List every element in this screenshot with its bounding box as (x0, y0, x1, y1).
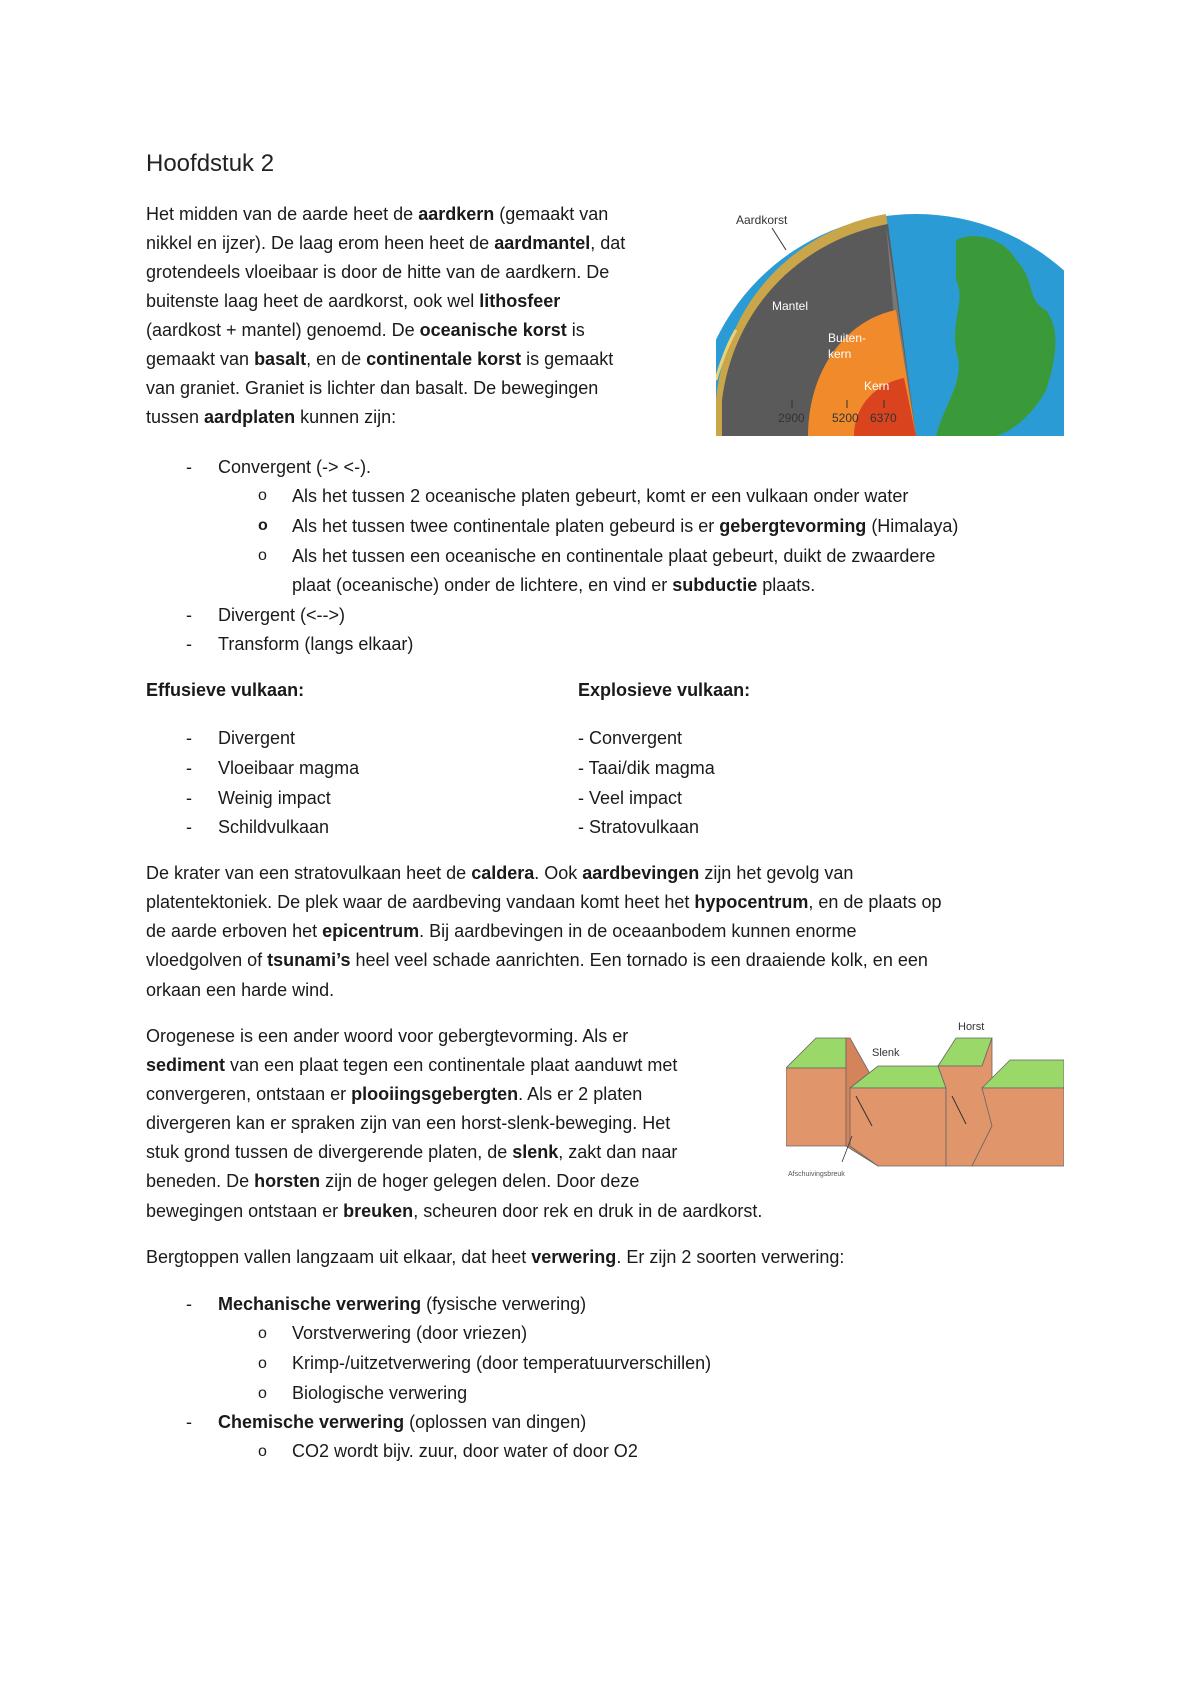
list-item: Transform (langs elkaar) (218, 634, 414, 654)
horst-slenk-diagram (786, 1016, 1064, 1180)
list-item: Biologische verwering (292, 1383, 468, 1403)
list-item: - Stratovulkaan (578, 817, 700, 837)
term-continentale-korst: continentale korst (366, 349, 522, 369)
term-lithosfeer: lithosfeer (479, 291, 561, 311)
label-fault: Afschuivingsbreuk (788, 1171, 845, 1178)
list-item: Mechanische verwering (fysische verwering) (218, 1294, 587, 1314)
list-item: Vloeibaar magma (218, 758, 360, 778)
page-title: Hoofdstuk 2 (146, 150, 275, 177)
depth-2900: 2900 (778, 411, 805, 425)
list-item: Krimp-/uitzetverwering (door temperatuurverschillen) (292, 1353, 712, 1373)
list-item: - Taai/dik magma (578, 758, 715, 778)
list-item: Convergent (-> <-). (218, 457, 372, 477)
depth-6370: 6370 (870, 411, 897, 425)
earth-layers-diagram (716, 200, 1064, 436)
label-aardkorst: Aardkorst (736, 213, 788, 227)
term-aardmantel: aardmantel (494, 233, 591, 253)
list-item: - Veel impact (578, 788, 683, 808)
explosive-title: Explosieve vulkaan: (578, 680, 751, 700)
term-oceanische-korst: oceanische korst (419, 320, 567, 340)
list-item: CO2 wordt bijv. zuur, door water of door O2 (292, 1441, 638, 1461)
list-item: Vorstverwering (door vriezen) (292, 1323, 528, 1343)
effusive-title: Effusieve vulkaan: (146, 680, 305, 700)
list-item: Als het tussen een oceanische en continentale plaat gebeurt, duikt de zwaardere (292, 546, 936, 566)
term-aardkern: aardkern (418, 204, 495, 224)
label-horst: Horst (958, 1021, 985, 1033)
list-item: Schildvulkaan (218, 817, 330, 837)
label-kern: Kern (864, 379, 890, 393)
list-item: - Convergent (578, 728, 683, 748)
term-basalt: basalt (254, 349, 307, 369)
list-item: Divergent (<-->) (218, 605, 346, 625)
list-item: Divergent (218, 728, 296, 748)
list-item: Als het tussen 2 oceanische platen gebeurt, komt er een vulkaan onder water (292, 486, 909, 506)
term-aardplaten: aardplaten (204, 407, 296, 427)
svg-text:kern: kern (828, 347, 852, 361)
label-mantel: Mantel (772, 299, 809, 313)
slenk-front (850, 1088, 946, 1166)
label-buitenkern: Buiten- (828, 331, 867, 345)
list-item: Chemische verwering (oplossen van dingen) (218, 1412, 587, 1432)
horst-left-top (786, 1038, 846, 1068)
label-slenk: Slenk (872, 1047, 900, 1059)
depth-5200: 5200 (832, 411, 859, 425)
document-page: Hoofdstuk 2 Het midden van de aarde heet de aardkern (gemaakt van nikkel en ijzer). De laag erom heen heet de aardmantel, dat grotendeels vloeibaar is door de hitte van de aardkern. De buitenste laag heet de aardkorst, ook wel lithosfeer (aardkost + mantel) genoemd. De oceanische korst is gemaakt van basalt, en de continentale korst is gemaakt van graniet. Graniet is lichter dan basalt. De bewegingen tussen aardplaten kunnen zijn: Aardkorst Mantel Buiten- kern Kern 2900 5200 6370 - Convergent (-> <-). o Als het tussen 2 oceanische platen gebeurt, komt er een vulkaan onder water o Als het tussen twee continentale platen gebeurd is er gebergtevorming (Himalaya) o Als het tussen een oceanische en continentale plaat gebeurt, duikt de zwaardere plaat (oceanische) onder de lichtere, en vind er subductie plaats. - Divergent (<-->) - Transform (langs elkaar) Effusieve vulkaan: Explosieve vulkaan: - Divergent - Vloeibaar magma - Weinig impact - Schildvulkaan - Convergent - Taai/dik magma - Veel impact - Stratovulkaan De krater van een stratovulkaan heet de caldera. Ook aardbevingen zijn het gevolg van platentektoniek. De plek waar de aardbeving vandaan komt heet het hypocentrum, en de plaats op de aarde erboven het epicentrum. Bij aardbevingen in de oceaanbodem kunnen enorme vloedgolven of tsunami’s heel veel schade aanrichten. Een tornado is een draaiende kolk, en een orkaan een harde wind. Orogenese is een ander woord voor gebergtevorming. Als er sediment van een plaat tegen een continentale plaat aanduwt met convergeren, ontstaan er plooiingsgebergten. Als er 2 platen divergeren kan er spraken zijn van een horst-slenk-beweging. Het stuk grond tussen de divergerende platen, de slenk, zakt dan naar beneden. De horsten zijn de hoger gelegen delen. Door deze bewegingen ontstaan er breuken, scheuren door rek en druk in de aardkorst. Horst Slenk Afschuivingsbreuk Bergtoppen vallen langzaam uit elkaar, dat heet verwering. Er zijn 2 soorten verwering: - Mechanische verwering (fysische verwering) o Vorstverwering (door vriezen) o Krimp-/uitzetverwering (door temperatuurverschillen) o Biologische verwering - Chemische verwering (oplossen van dingen) o CO2 wordt bijv. zuur, door water of door O2 (0, 0, 1200, 1696)
list-item: Als het tussen twee continentale platen gebeurd is er gebergtevorming (Himalaya) (292, 516, 959, 536)
horst-left-front (786, 1068, 846, 1146)
list-item: Weinig impact (218, 788, 331, 808)
